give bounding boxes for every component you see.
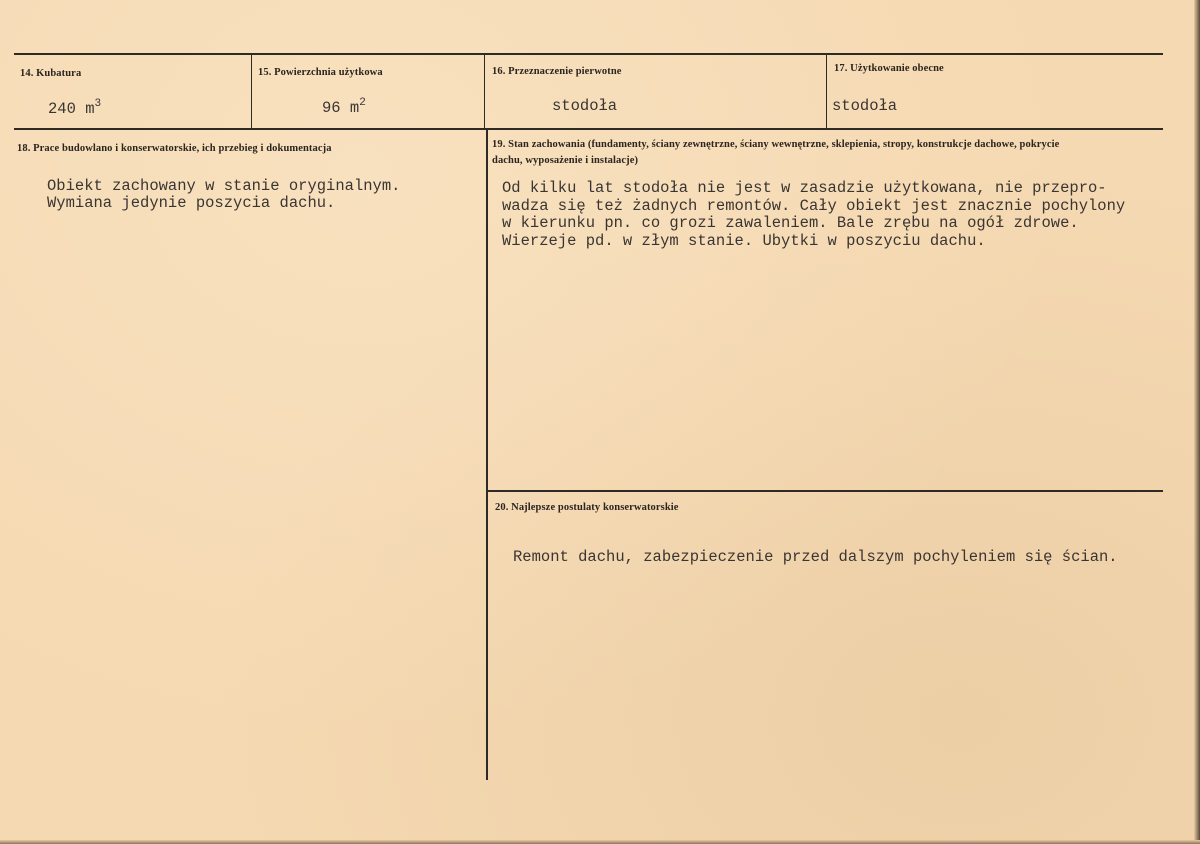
divider-14-15	[251, 55, 252, 128]
field-15-label: 15. Powierzchnia użytkowa	[258, 67, 383, 78]
divider-15-16	[484, 55, 485, 128]
field-14-value	[48, 100, 101, 119]
divider-main	[486, 130, 488, 780]
field-15-value	[322, 99, 366, 118]
field-14-number: 240 m	[48, 100, 95, 118]
field-18-label: 18. Prace budowlano i konserwatorskie, ich przebieg i dokumentacja	[17, 143, 332, 154]
field-19-label: 19. Stan zachowania (fundamenty, ściany zewnętrzne, ściany wewnętrzne, sklepienia, stropy, konstrukcje dachowe, pokrycie dachu, wyposażenie i instalacje)	[492, 139, 1060, 166]
field-16-label: 16. Przeznaczenie pierwotne	[492, 66, 622, 77]
field-20-line: Remont dachu, zabezpieczenie przed dalszym pochyleniem się ścian.	[513, 548, 1118, 566]
field-20-label: 20. Najlepsze postulaty konserwatorskie	[495, 502, 679, 513]
field-15-exponent: 2	[359, 97, 366, 109]
field-19-line: Wierzeje pd. w złym stanie. Ubytki w poszyciu dachu.	[502, 232, 986, 250]
field-17-label: 17. Użytkowanie obecne	[834, 63, 944, 74]
field-14-exponent: 3	[94, 98, 102, 110]
field-15-number: 96 m	[322, 99, 360, 117]
field-19-line: wadza się też żadnych remontów. Cały obiekt jest znacznie pochylony	[502, 197, 1126, 215]
field-18-line: Obiekt zachowany w stanie oryginalnym.	[47, 177, 401, 195]
card-edge-bottom	[0, 840, 1200, 844]
divider-16-17	[826, 55, 827, 128]
field-16-value: stodoła	[552, 97, 618, 115]
field-19-line: Od kilku lat stodoła nie jest w zasadzie użytkowana, nie przepro-	[502, 179, 1107, 197]
field-17-value: stodoła	[832, 97, 898, 115]
rule-top	[14, 53, 1163, 55]
field-18-line: Wymiana jedynie poszycia dachu.	[47, 194, 336, 212]
card-edge-right	[1194, 0, 1200, 844]
rule-row1-bottom	[14, 128, 1163, 130]
field-19-line: w kierunku pn. co grozi zawaleniem. Bale zrębu na ogół zdrowe.	[502, 214, 1079, 232]
rule-section-19-bottom	[487, 490, 1163, 492]
field-14-label: 14. Kubatura	[20, 68, 82, 79]
